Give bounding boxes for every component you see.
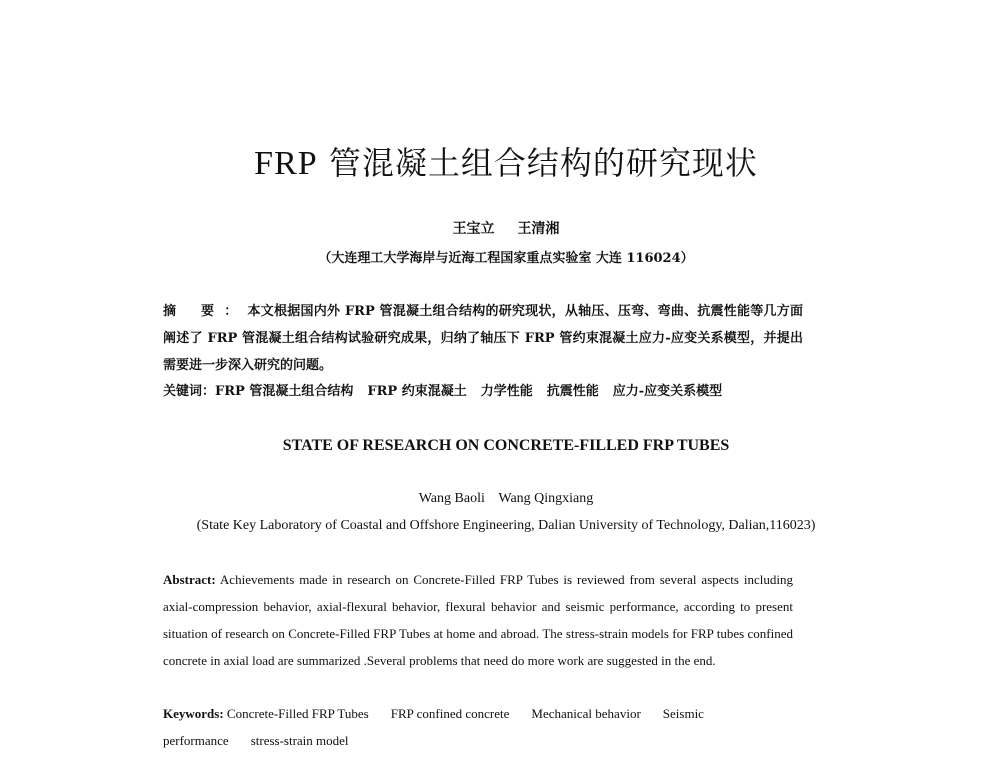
english-keywords xyxy=(163,700,793,754)
chinese-abstract-text: 本文根据国内外 FRP 管混凝土组合结构的研究现状，从轴压、压弯、弯曲、抗震性能等几方面阐述了 FRP 管混凝土组合结构试验研究成果，归纳了轴压下 FRP 管约束混凝土应力-应变关系模型，并提出需要进一步深入研究的问题。 xyxy=(163,304,803,373)
chinese-title xyxy=(0,138,1000,184)
chinese-affiliation: （大连理工大学海岸与近海工程国家重点实验室 大连 116024） xyxy=(318,251,694,266)
english-authors xyxy=(0,491,1000,507)
english-keyword: Concrete-Filled FRP Tubes xyxy=(226,706,369,721)
english-keyword: stress-strain model xyxy=(250,733,349,748)
chinese-title-text: 管混凝土组合结构的研究现状 xyxy=(328,144,758,182)
english-author-1: Wang Baoli xyxy=(418,491,485,506)
chinese-authors xyxy=(0,218,1000,238)
chinese-keyword: FRP 管混凝土组合结构 xyxy=(215,384,354,399)
chinese-abstract xyxy=(163,298,803,379)
chinese-keywords xyxy=(163,380,823,399)
chinese-keyword: FRP 约束混凝土 xyxy=(367,384,467,399)
chinese-author-2: 王清湘 xyxy=(517,221,560,237)
english-affiliation: (State Key Laboratory of Coastal and Offshore Engineering, Dalian University of Technology, Dalian,116023) xyxy=(196,518,816,533)
english-keyword: Seismic performance xyxy=(163,706,704,748)
english-keyword: Mechanical behavior xyxy=(531,706,641,721)
english-abstract-text: Achievements made in research on Concrete-Filled FRP Tubes is reviewed from several aspects including axial-compression behavior, axial-flexural behavior, flexural behavior and seismic performance, according to present situation of research on Concrete-Filled FRP Tubes at home and abroad. The stress-strain models for FRP tubes confined concrete in axial load are summarized .Several problems that need do more work are suggested in the end. xyxy=(163,572,793,668)
english-keywords-label: Keywords: xyxy=(163,706,224,721)
chinese-keyword: 应力-应变关系模型 xyxy=(612,384,723,399)
chinese-keywords-label: 关键词： xyxy=(163,384,216,399)
chinese-keyword: 力学性能 xyxy=(480,384,533,399)
english-abstract xyxy=(163,566,793,674)
chinese-title-latin: FRP xyxy=(254,145,318,182)
english-author-2: Wang Qingxiang xyxy=(498,491,594,506)
english-abstract-label: Abstract: xyxy=(163,572,216,587)
chinese-keyword: 抗震性能 xyxy=(546,384,599,399)
english-keyword: FRP confined concrete xyxy=(390,706,510,721)
english-title: STATE OF RESEARCH ON CONCRETE-FILLED FRP TUBES xyxy=(282,437,730,454)
chinese-abstract-label: 摘 要： xyxy=(163,304,248,319)
chinese-author-1: 王宝立 xyxy=(452,221,495,237)
